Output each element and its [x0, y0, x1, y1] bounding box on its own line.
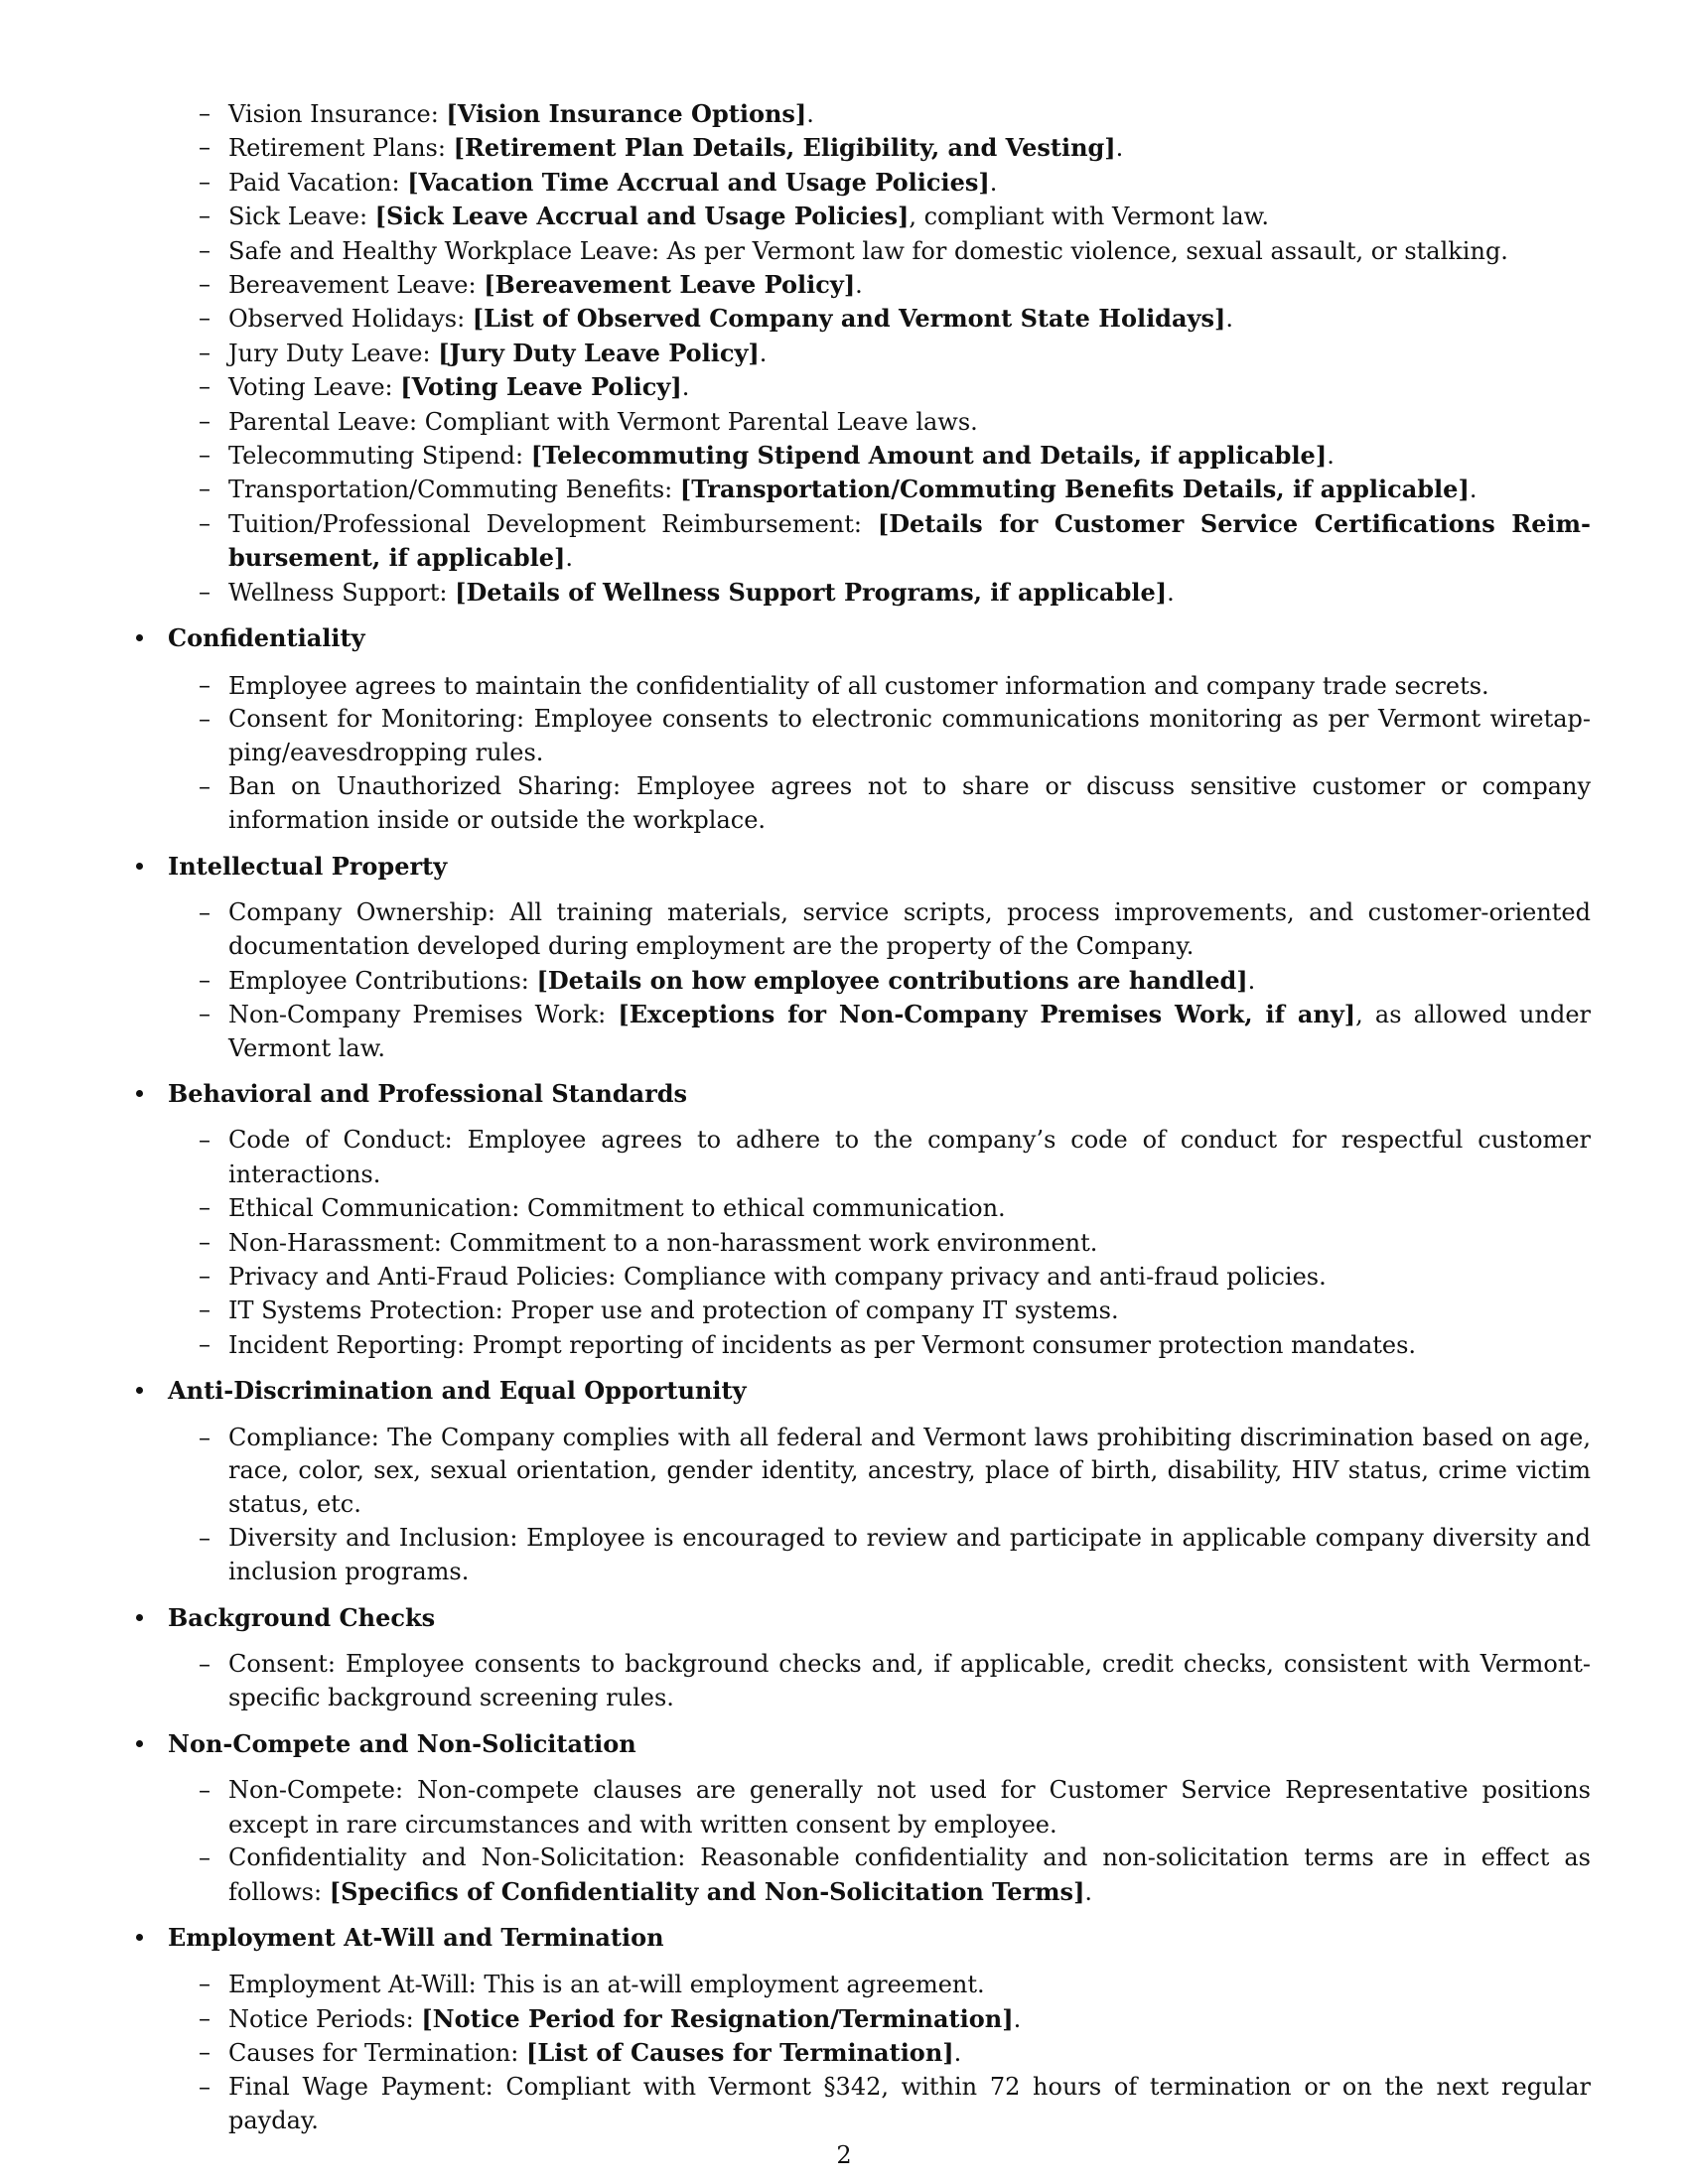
dash-marker: –	[199, 1329, 211, 1358]
item-text: Jury Duty Leave:	[228, 339, 439, 367]
item-text: Confidentiality and Non-Solicitation: Reasonable confidentiality and non-solicitation terms are in effect as follows:	[228, 1843, 1591, 1906]
section-item-list	[129, 1124, 1591, 1362]
item-tail: .	[681, 373, 690, 402]
placeholder-field: [Bereavement Leave Policy]	[484, 270, 856, 300]
item-tail: .	[1225, 305, 1233, 334]
item-text: Privacy and Anti-Fraud Policies: Compliance with company privacy and anti-fraud policies.	[228, 1263, 1327, 1291]
dash-marker: –	[199, 441, 211, 470]
item-text: Causes for Termination:	[228, 2039, 526, 2068]
list-item	[129, 998, 1591, 1065]
dash-marker: –	[199, 2072, 211, 2101]
item-text: Bereavement Leave:	[228, 271, 485, 300]
item-text: Parental Leave: Compliant with Vermont Parental Leave laws.	[228, 407, 978, 436]
section	[129, 1374, 1591, 1588]
dash-marker: –	[199, 338, 211, 366]
dash-marker: –	[199, 1227, 211, 1256]
dash-marker: –	[199, 897, 211, 926]
item-text: Incident Reporting: Prompt reporting of incidents as per Vermont consumer protection mandates.	[228, 1330, 1417, 1359]
bullet-icon	[136, 1614, 143, 1621]
document-body	[129, 97, 1591, 2137]
item-tail: .	[806, 100, 814, 128]
dash-marker: –	[199, 965, 211, 994]
placeholder-field: [Details for Customer Service Certifications Reimbursement, if applicable]	[228, 508, 1591, 573]
list-item	[129, 576, 1591, 610]
item-text: Notice Periods:	[228, 2004, 422, 2033]
section-heading-text: Background Checks	[168, 1602, 436, 1632]
item-text: Safe and Healthy Workplace Leave: As per Vermont law for domestic violence, sexual assault, or stalking.	[228, 236, 1508, 265]
placeholder-field: [Transportation/Commuting Benefits Details, if applicable]	[679, 475, 1470, 504]
dash-marker: –	[199, 577, 211, 606]
placeholder-field: [Vision Insurance Options]	[446, 99, 807, 128]
list-item	[129, 1968, 1591, 2001]
placeholder-field: [Retirement Plan Details, Eligibility, and Vesting]	[453, 133, 1116, 163]
item-text: Code of Conduct: Employee agrees to adhere to the company’s code of conduct for respectful customer interactions.	[228, 1126, 1591, 1188]
dash-marker: –	[199, 1262, 211, 1290]
item-text: Non-Company Premises Work:	[228, 1001, 619, 1029]
section-item-list	[129, 1968, 1591, 2137]
list-item	[129, 234, 1591, 268]
item-tail: .	[989, 168, 998, 197]
list-item	[129, 507, 1591, 576]
item-tail: .	[1084, 1877, 1093, 1906]
section-heading-text: Intellectual Property	[168, 851, 448, 881]
placeholder-field: [List of Observed Company and Vermont State Holidays]	[472, 304, 1226, 334]
item-tail: , as allowed under Vermont law.	[228, 1001, 1592, 1062]
list-item	[129, 1294, 1591, 1327]
placeholder-field: [Jury Duty Leave Policy]	[438, 338, 760, 367]
list-item	[129, 1522, 1591, 1589]
list-item	[129, 1422, 1591, 1522]
placeholder-field: [Voting Leave Policy]	[400, 372, 682, 402]
list-item	[129, 302, 1591, 336]
dash-marker: –	[199, 1423, 211, 1451]
section-heading-text: Non-Compete and Non-Solicitation	[168, 1728, 636, 1758]
benefits-list	[129, 97, 1591, 610]
list-item	[129, 669, 1591, 703]
section-heading-text: Confidentiality	[168, 623, 365, 653]
item-tail: .	[855, 271, 863, 300]
section	[129, 1601, 1591, 1715]
item-tail: , compliant with Vermont law.	[909, 203, 1270, 231]
item-text: Compliance: The Company complies with all federal and Vermont laws prohibiting discrimination based on age, race, color, sex, sexual orientation, gender identity, ancestry, place of birth, disability, HIV status, crime victim status, etc.	[228, 1423, 1591, 1519]
dash-marker: –	[199, 99, 211, 127]
section-heading	[129, 1601, 1591, 1634]
item-text: Transportation/Commuting Benefits:	[228, 476, 680, 504]
item-text: Final Wage Payment: Compliant with Vermont §342, within 72 hours of termination or on the next regular payday.	[228, 2072, 1591, 2134]
item-text: Non-Harassment: Commitment to a non-harassment work environment.	[228, 1228, 1098, 1257]
item-text: Observed Holidays:	[228, 305, 473, 334]
item-text: Retirement Plans:	[228, 134, 454, 163]
section-heading-text: Employment At-Will and Termination	[168, 1922, 664, 1952]
list-item	[129, 473, 1591, 506]
list-item	[129, 439, 1591, 473]
list-item	[129, 131, 1591, 165]
list-item	[129, 1328, 1591, 1362]
placeholder-field: [Vacation Time Accrual and Usage Policies]	[407, 167, 990, 197]
item-tail: .	[1247, 966, 1256, 995]
dash-marker: –	[199, 202, 211, 230]
dash-marker: –	[199, 304, 211, 333]
bullet-icon	[136, 1387, 143, 1394]
list-item	[129, 2036, 1591, 2070]
placeholder-field: [Notice Period for Resignation/Termination]	[421, 2003, 1014, 2033]
bullet-icon	[136, 1090, 143, 1097]
dash-marker: –	[199, 235, 211, 264]
dash-marker: –	[199, 1970, 211, 1998]
list-item	[129, 268, 1591, 302]
item-text: Employee agrees to maintain the confidentiality of all customer information and company trade secrets.	[228, 671, 1489, 700]
item-text: Non-Compete: Non-compete clauses are generally not used for Customer Service Representative positions except in rare circumstances and with written consent by employee.	[228, 1776, 1591, 1839]
dash-marker: –	[199, 1000, 211, 1028]
section-item-list	[129, 896, 1591, 1065]
list-item	[129, 1774, 1591, 1842]
sections-container	[129, 621, 1591, 2137]
item-text: Telecommuting Stipend:	[228, 442, 531, 471]
item-tail: .	[1115, 134, 1124, 163]
bullet-icon	[136, 1934, 143, 1941]
list-item	[129, 2071, 1591, 2138]
item-text: Employment At-Will: This is an at-will employment agreement.	[228, 1971, 985, 1999]
section-heading	[129, 1077, 1591, 1110]
placeholder-field: [Telecommuting Stipend Amount and Details, if applicable]	[530, 441, 1328, 471]
dash-marker: –	[199, 2038, 211, 2067]
list-item	[129, 166, 1591, 200]
dash-marker: –	[199, 1776, 211, 1805]
item-tail: .	[1469, 476, 1477, 504]
dash-marker: –	[199, 270, 211, 299]
dash-marker: –	[199, 508, 211, 537]
section	[129, 1727, 1591, 1909]
dash-marker: –	[199, 1193, 211, 1222]
list-item	[129, 770, 1591, 838]
section-item-list	[129, 1422, 1591, 1589]
item-text: Sick Leave:	[228, 203, 375, 231]
list-item	[129, 405, 1591, 439]
placeholder-field: [List of Causes for Termination]	[526, 2038, 954, 2068]
list-item	[129, 1124, 1591, 1191]
item-tail: .	[953, 2039, 962, 2068]
item-text: Diversity and Inclusion: Employee is encouraged to review and participate in applicable company diversity and inclusion programs.	[228, 1523, 1591, 1586]
item-tail: .	[1327, 442, 1335, 471]
section	[129, 621, 1591, 837]
item-text: Consent: Employee consents to background checks and, if applicable, credit checks, consistent with Vermont-specific background screening rules.	[228, 1650, 1591, 1712]
dash-marker: –	[199, 372, 211, 401]
placeholder-field: [Specifics of Confidentiality and Non-Solicitation Terms]	[329, 1876, 1085, 1906]
section-heading	[129, 1727, 1591, 1760]
dash-marker: –	[199, 133, 211, 162]
list-item	[129, 1226, 1591, 1260]
item-text: Vision Insurance:	[228, 100, 447, 128]
dash-marker: –	[199, 475, 211, 503]
list-item	[129, 1648, 1591, 1715]
dash-marker: –	[199, 1650, 211, 1679]
item-tail: .	[1013, 2004, 1022, 2033]
list-item	[129, 200, 1591, 233]
item-text: Consent for Monitoring: Employee consents to electronic communications monitoring as per Vermont wiretapping/eavesdropping rules.	[228, 704, 1591, 767]
item-text: Tuition/Professional Development Reimbursement:	[228, 509, 878, 538]
placeholder-field: [Sick Leave Accrual and Usage Policies]	[374, 202, 910, 231]
item-text: Wellness Support:	[228, 578, 456, 607]
item-text: IT Systems Protection: Proper use and protection of company IT systems.	[228, 1297, 1119, 1325]
list-item	[129, 370, 1591, 404]
placeholder-field: [Details of Wellness Support Programs, if applicable]	[455, 577, 1168, 607]
section-heading-text: Anti-Discrimination and Equal Opportunity	[168, 1376, 747, 1406]
section-item-list	[129, 669, 1591, 838]
section	[129, 1921, 1591, 2137]
item-tail: .	[565, 544, 574, 573]
section-heading	[129, 1374, 1591, 1407]
item-text: Ethical Communication: Commitment to ethical communication.	[228, 1194, 1006, 1223]
list-item	[129, 337, 1591, 370]
item-tail: .	[1167, 578, 1175, 607]
dash-marker: –	[199, 2003, 211, 2032]
section-heading-text: Behavioral and Professional Standards	[168, 1078, 688, 1108]
dash-marker: –	[199, 1126, 211, 1155]
dash-marker: –	[199, 704, 211, 733]
dash-marker: –	[199, 1296, 211, 1324]
section-item-list	[129, 1648, 1591, 1715]
item-text: Voting Leave:	[228, 373, 401, 402]
item-text: Ban on Unauthorized Sharing: Employee agrees not to share or discuss sensitive customer or company information inside or outside the workplace.	[228, 771, 1591, 835]
placeholder-field: [Details on how employee contributions are handled]	[536, 965, 1248, 995]
bullet-icon	[136, 1740, 143, 1747]
placeholder-field: [Exceptions for Non-Company Premises Work, if any]	[618, 1000, 1356, 1029]
dash-marker: –	[199, 167, 211, 196]
list-item	[129, 964, 1591, 998]
page-number: 2	[836, 2141, 852, 2169]
list-item	[129, 703, 1591, 770]
item-text: Paid Vacation:	[228, 168, 408, 197]
section-heading	[129, 1921, 1591, 1954]
dash-marker: –	[199, 1523, 211, 1552]
section-heading	[129, 621, 1591, 654]
section	[129, 1077, 1591, 1362]
list-item	[129, 1260, 1591, 1294]
section-heading	[129, 850, 1591, 883]
bullet-icon	[136, 634, 143, 641]
dash-marker: –	[199, 771, 211, 800]
dash-marker: –	[199, 670, 211, 699]
item-tail: .	[759, 339, 768, 367]
dash-marker: –	[199, 406, 211, 435]
list-item	[129, 896, 1591, 964]
list-item	[129, 2002, 1591, 2036]
list-item	[129, 97, 1591, 131]
section	[129, 850, 1591, 1065]
bullet-icon	[136, 863, 143, 870]
item-text: Company Ownership: All training materials, service scripts, process improvements, and customer-oriented documentation developed during employment are the property of the Company.	[228, 897, 1591, 961]
list-item	[129, 1191, 1591, 1225]
dash-marker: –	[199, 1843, 211, 1872]
section-item-list	[129, 1774, 1591, 1909]
item-text: Employee Contributions:	[228, 966, 537, 995]
list-item	[129, 1842, 1591, 1909]
